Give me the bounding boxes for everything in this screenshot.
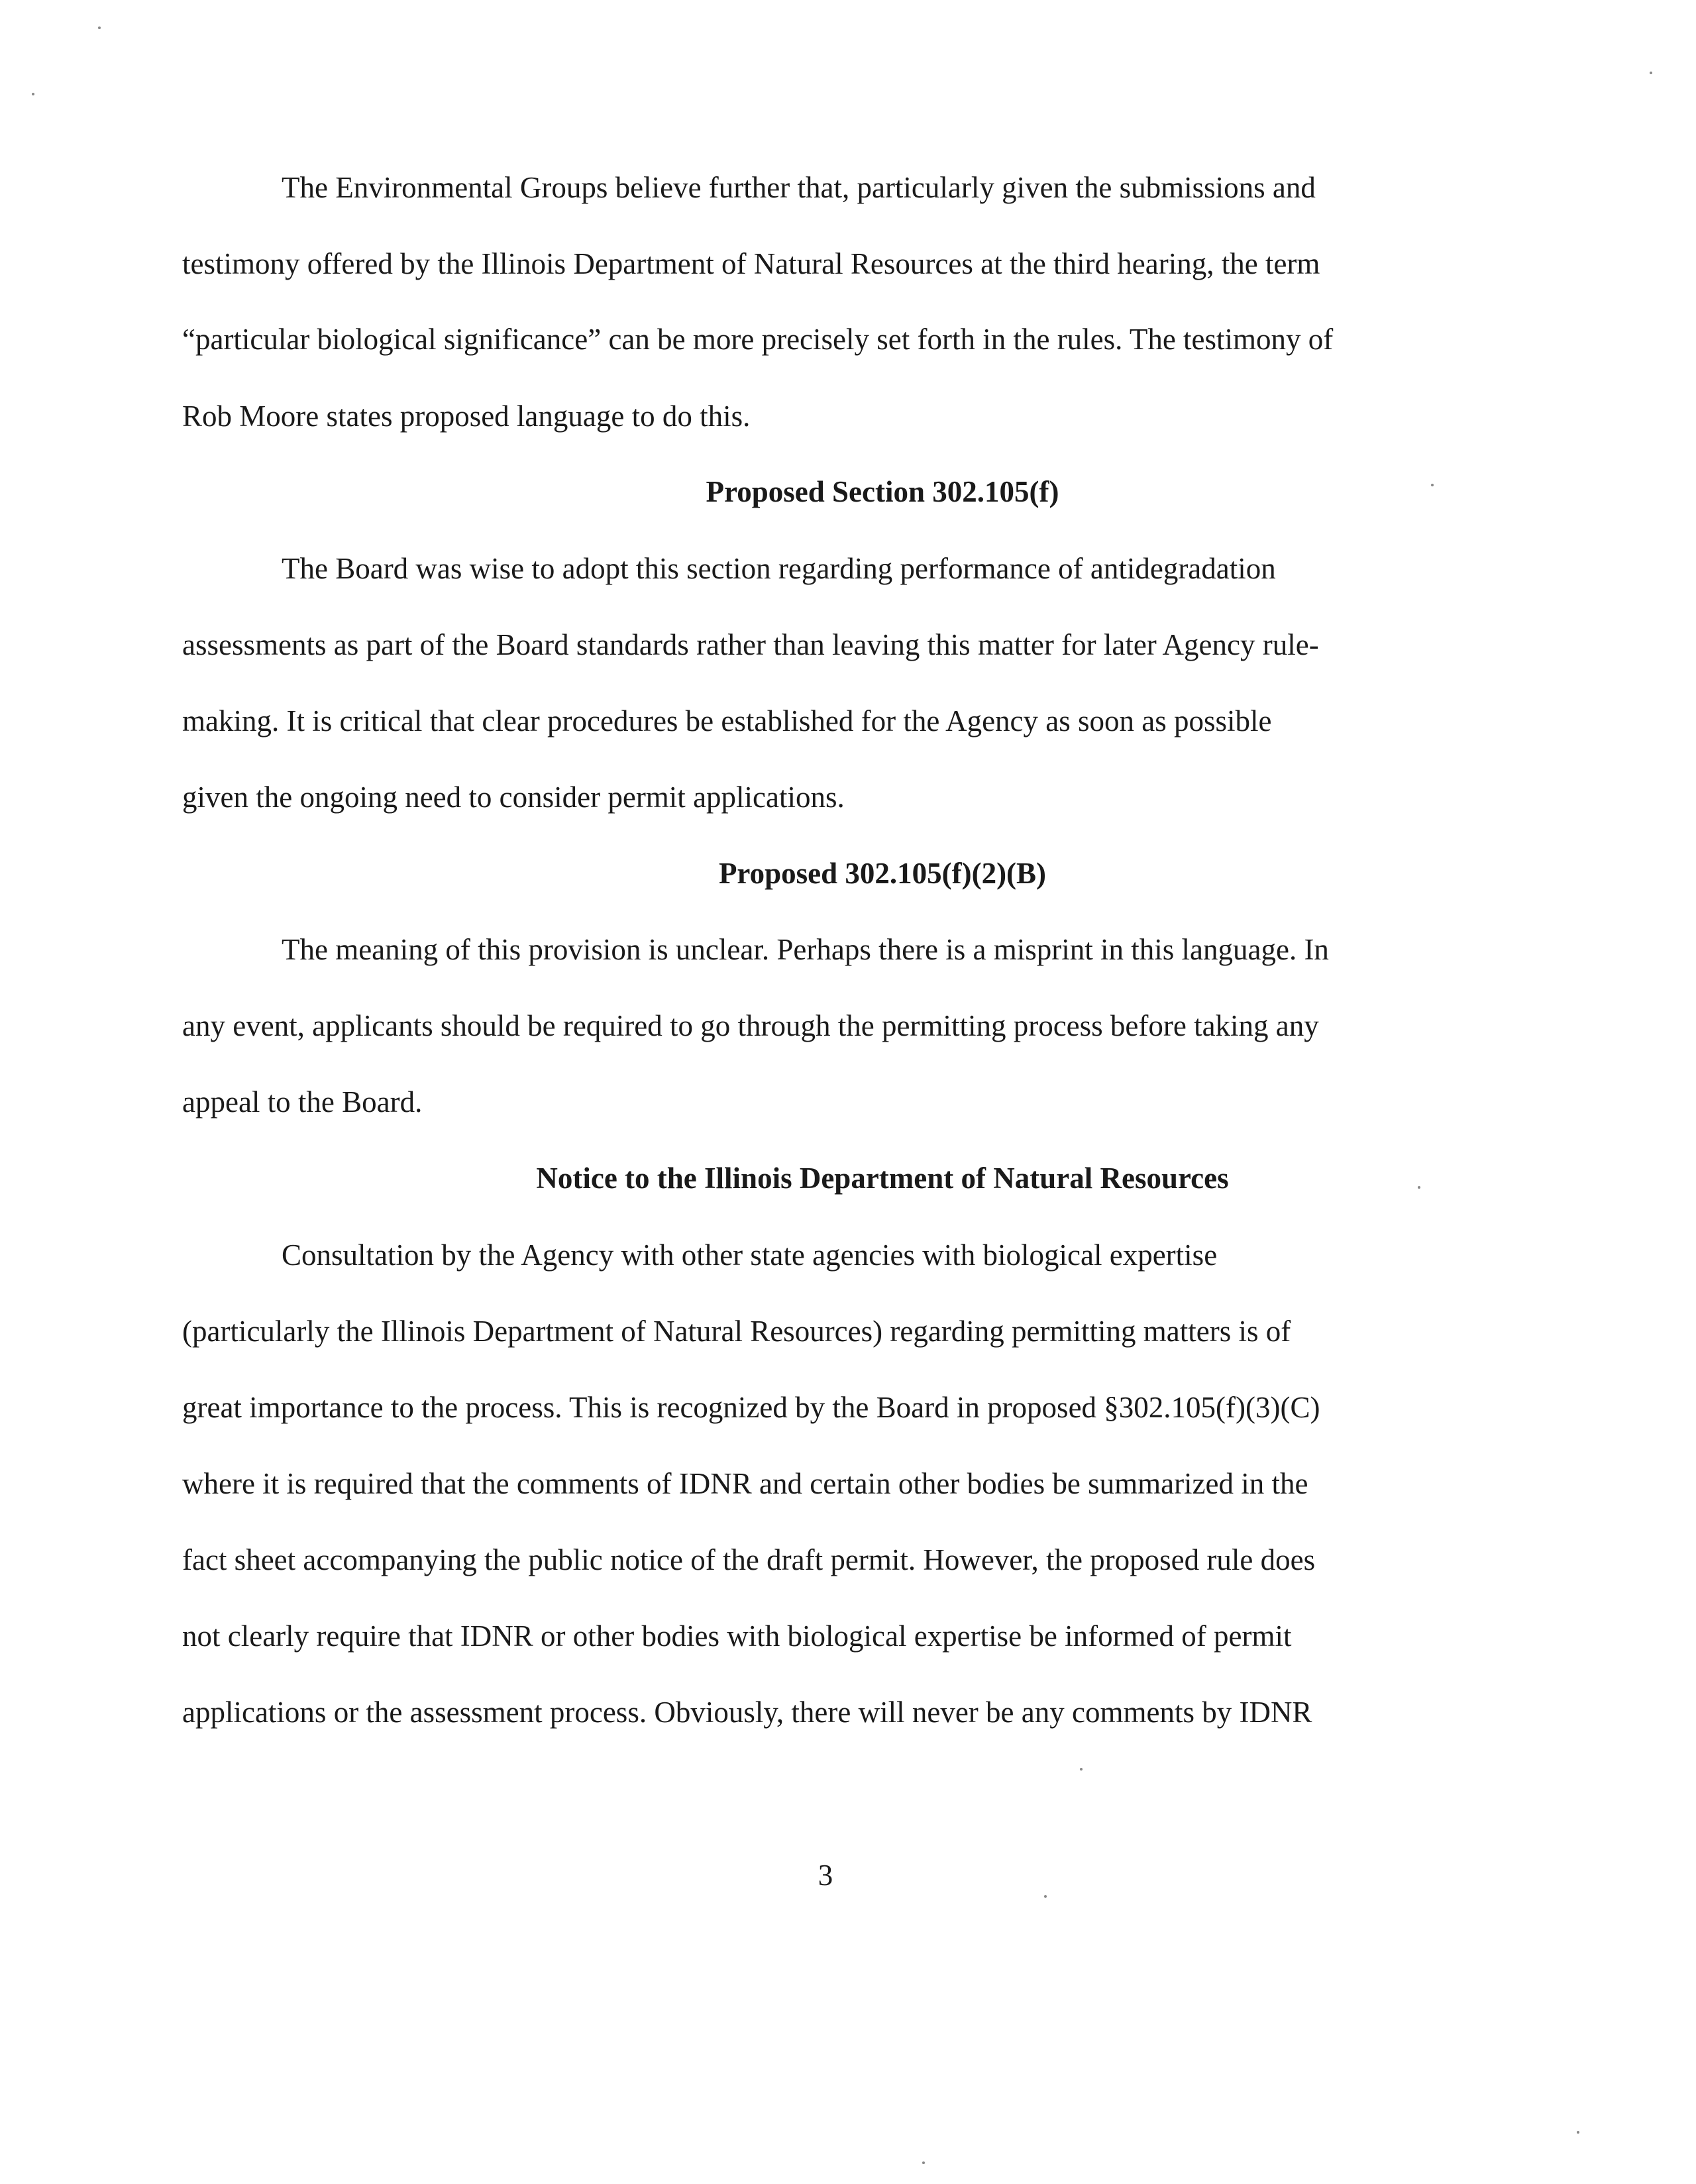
scan-speck <box>922 2161 925 2164</box>
scan-speck <box>1650 72 1652 74</box>
paragraph-1-line-4: Rob Moore states proposed language to do this. <box>182 400 751 433</box>
scan-speck <box>1418 1186 1420 1189</box>
paragraph-4-line-3: great importance to the process. This is recognized by the Board in proposed §302.105(f)(3)(C) <box>182 1391 1320 1424</box>
paragraph-4-line-6: not clearly require that IDNR or other bodies with biological expertise be informed of permit <box>182 1619 1292 1653</box>
scan-speck <box>1431 484 1434 486</box>
paragraph-3-line-1: The meaning of this provision is unclear. Perhaps there is a misprint in this language. In <box>282 933 1329 966</box>
paragraph-4-line-4: where it is required that the comments of IDNR and certain other bodies be summarized in the <box>182 1467 1308 1500</box>
paragraph-2-line-3: making. It is critical that clear procedures be established for the Agency as soon as possible <box>182 704 1272 737</box>
scan-speck <box>98 27 101 29</box>
scan-speck <box>1577 2131 1579 2134</box>
paragraph-3-line-3: appeal to the Board. <box>182 1085 423 1119</box>
scan-speck <box>1044 1895 1047 1898</box>
paragraph-4-line-5: fact sheet accompanying the public notice of the draft permit. However, the proposed rule does <box>182 1543 1316 1576</box>
paragraph-4-line-7: applications or the assessment process. Obviously, there will never be any comments by IDNR <box>182 1696 1312 1729</box>
section-heading-302-105-f-2-b: Proposed 302.105(f)(2)(B) <box>718 857 1047 890</box>
scan-speck <box>32 93 34 95</box>
paragraph-2-line-4: given the ongoing need to consider permit applications. <box>182 781 845 814</box>
paragraph-2-line-2: assessments as part of the Board standards rather than leaving this matter for later Agency rule- <box>182 628 1319 661</box>
section-heading-302-105-f: Proposed Section 302.105(f) <box>706 475 1059 508</box>
paragraph-1-line-2: testimony offered by the Illinois Department of Natural Resources at the third hearing, the term <box>182 247 1320 280</box>
section-heading-notice-idnr: Notice to the Illinois Department of Natural Resources <box>536 1162 1229 1195</box>
page-number: 3 <box>818 1859 833 1892</box>
paragraph-4-line-2: (particularly the Illinois Department of Natural Resources) regarding permitting matters is of <box>182 1315 1291 1348</box>
paragraph-2-line-1: The Board was wise to adopt this section regarding performance of antidegradation <box>282 552 1276 585</box>
scan-speck <box>1080 1768 1083 1771</box>
paragraph-1-line-1: The Environmental Groups believe further that, particularly given the submissions and <box>282 171 1316 204</box>
paragraph-1-line-3: “particular biological significance” can be more precisely set forth in the rules. The testimony of <box>182 323 1334 356</box>
paragraph-4-line-1: Consultation by the Agency with other state agencies with biological expertise <box>282 1238 1218 1272</box>
paragraph-3-line-2: any event, applicants should be required to go through the permitting process before taking any <box>182 1009 1319 1042</box>
